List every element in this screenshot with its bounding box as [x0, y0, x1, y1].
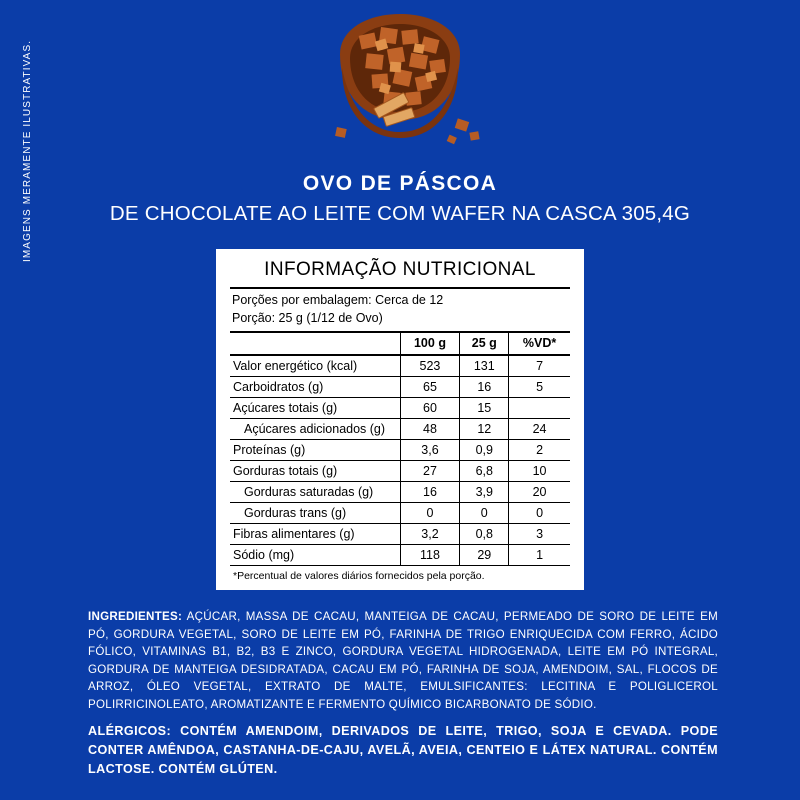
nutrient-100g: 523 [400, 355, 460, 377]
ingredients-text: AÇÚCAR, MASSA DE CACAU, MANTEIGA DE CACAU, PERMEADO DE SORO DE LEITE EM PÓ, GORDURA VEGETAL, SORO DE LEITE EM PÓ, FARINHA DE TRIGO ENRIQUECIDA COM FERRO, ÁCIDO FÓLICO, VITAMINAS B1, B2, B3 E ZINCO, GORDURA VEGETAL HIDROGENADA, LEITE EM PÓ INTEGRAL, GORDURA DE MANTEIGA DESIDRATADA, CACAU EM PÓ, FARINHA DE SOJA, AMENDOIM, SAL, FLOCOS DE ARROZ, ÓLEO VEGETAL, EXTRATO DE MALTE, EMULSIFICANTES: LECITINA E POLIGLICEROL POLIRRICINOLEATO, AROMATIZANTE E FERMENTO QUÍMICO BICARBONATO DE SÓDIO. [88, 610, 718, 712]
nutrient-vd: 3 [509, 523, 570, 544]
table-row [230, 397, 570, 418]
side-note-text: IMAGENS MERAMENTE ILUSTRATIVAS. [22, 39, 33, 262]
nutrient-vd: 7 [509, 355, 570, 377]
table-row [230, 376, 570, 397]
product-image [0, 12, 800, 162]
nutrient-100g: 118 [400, 544, 460, 565]
table-header-row [230, 333, 570, 355]
nutrient-vd [509, 397, 570, 418]
nutrient-100g: 3,6 [400, 439, 460, 460]
nutrient-serving: 16 [460, 376, 509, 397]
nutrient-vd: 2 [509, 439, 570, 460]
nutrient-vd: 0 [509, 502, 570, 523]
nutrient-serving: 6,8 [460, 460, 509, 481]
table-row [230, 481, 570, 502]
nutrient-100g: 16 [400, 481, 460, 502]
product-title: OVO DE PÁSCOA [302, 172, 498, 195]
table-row [230, 523, 570, 544]
nutrient-100g: 48 [400, 418, 460, 439]
table-row [230, 460, 570, 481]
nutrient-serving: 15 [460, 397, 509, 418]
product-title-block [0, 172, 800, 226]
nutrient-label: Açúcares totais (g) [230, 397, 400, 418]
col-header-100g: 100 g [400, 333, 460, 355]
serving-size: Porção: 25 g (1/12 de Ovo) [232, 310, 383, 325]
nutrient-label: Fibras alimentares (g) [230, 523, 400, 544]
ingredients-label: INGREDIENTES: [88, 610, 183, 623]
nutrition-facts-panel [216, 249, 584, 590]
nutrient-100g: 27 [400, 460, 460, 481]
nutrient-vd: 24 [509, 418, 570, 439]
nutrient-serving: 3,9 [460, 481, 509, 502]
nutrition-table [230, 333, 570, 566]
nutrition-footnote: *Percentual de valores diários fornecidos pela porção. [233, 569, 485, 582]
col-header-nutrient [230, 333, 400, 355]
table-row [230, 439, 570, 460]
table-row [230, 544, 570, 565]
nutrient-serving: 29 [460, 544, 509, 565]
nutrient-vd: 10 [509, 460, 570, 481]
nutrient-label: Valor energético (kcal) [230, 355, 400, 377]
nutrient-100g: 0 [400, 502, 460, 523]
allergens-block: ALÉRGICOS: CONTÉM AMENDOIM, DERIVADOS DE LEITE, TRIGO, SOJA E CEVADA. PODE CONTER AMÊNDOA, CASTANHA-DE-CAJU, AVELÃ, AVEIA, CENTEIO E LÁTEX NATURAL. CONTÉM LACTOSE. CONTÉM GLÚTEN. [88, 724, 718, 776]
nutrient-label: Proteínas (g) [230, 439, 400, 460]
col-header-vd: %VD* [509, 333, 570, 355]
servings-per-package: Porções por embalagem: Cerca de 12 [232, 293, 444, 307]
nutrient-serving: 0,9 [460, 439, 509, 460]
nutrient-label: Gorduras totais (g) [230, 460, 400, 481]
nutrient-serving: 12 [460, 418, 509, 439]
nutrient-100g: 60 [400, 397, 460, 418]
table-row [230, 355, 570, 377]
nutrient-label: Carboidratos (g) [230, 376, 400, 397]
ingredients-block [88, 608, 718, 714]
nutrient-serving: 0,8 [460, 523, 509, 544]
nutrient-label: Gorduras trans (g) [230, 502, 400, 523]
nutrient-100g: 3,2 [400, 523, 460, 544]
nutrient-serving: 131 [460, 355, 509, 377]
nutrition-title: INFORMAÇÃO NUTRICIONAL [264, 259, 536, 280]
nutrient-vd: 1 [509, 544, 570, 565]
nutrient-label: Açúcares adicionados (g) [230, 418, 400, 439]
product-subtitle: DE CHOCOLATE AO LEITE COM WAFER NA CASCA 305,4G [109, 202, 691, 225]
col-header-serving: 25 g [460, 333, 509, 355]
nutrient-label: Sódio (mg) [230, 544, 400, 565]
nutrient-serving: 0 [460, 502, 509, 523]
table-row [230, 418, 570, 439]
nutrient-vd: 5 [509, 376, 570, 397]
easter-egg-illustration [280, 12, 520, 162]
table-row [230, 502, 570, 523]
nutrient-vd: 20 [509, 481, 570, 502]
nutrient-label: Gorduras saturadas (g) [230, 481, 400, 502]
nutrient-100g: 65 [400, 376, 460, 397]
